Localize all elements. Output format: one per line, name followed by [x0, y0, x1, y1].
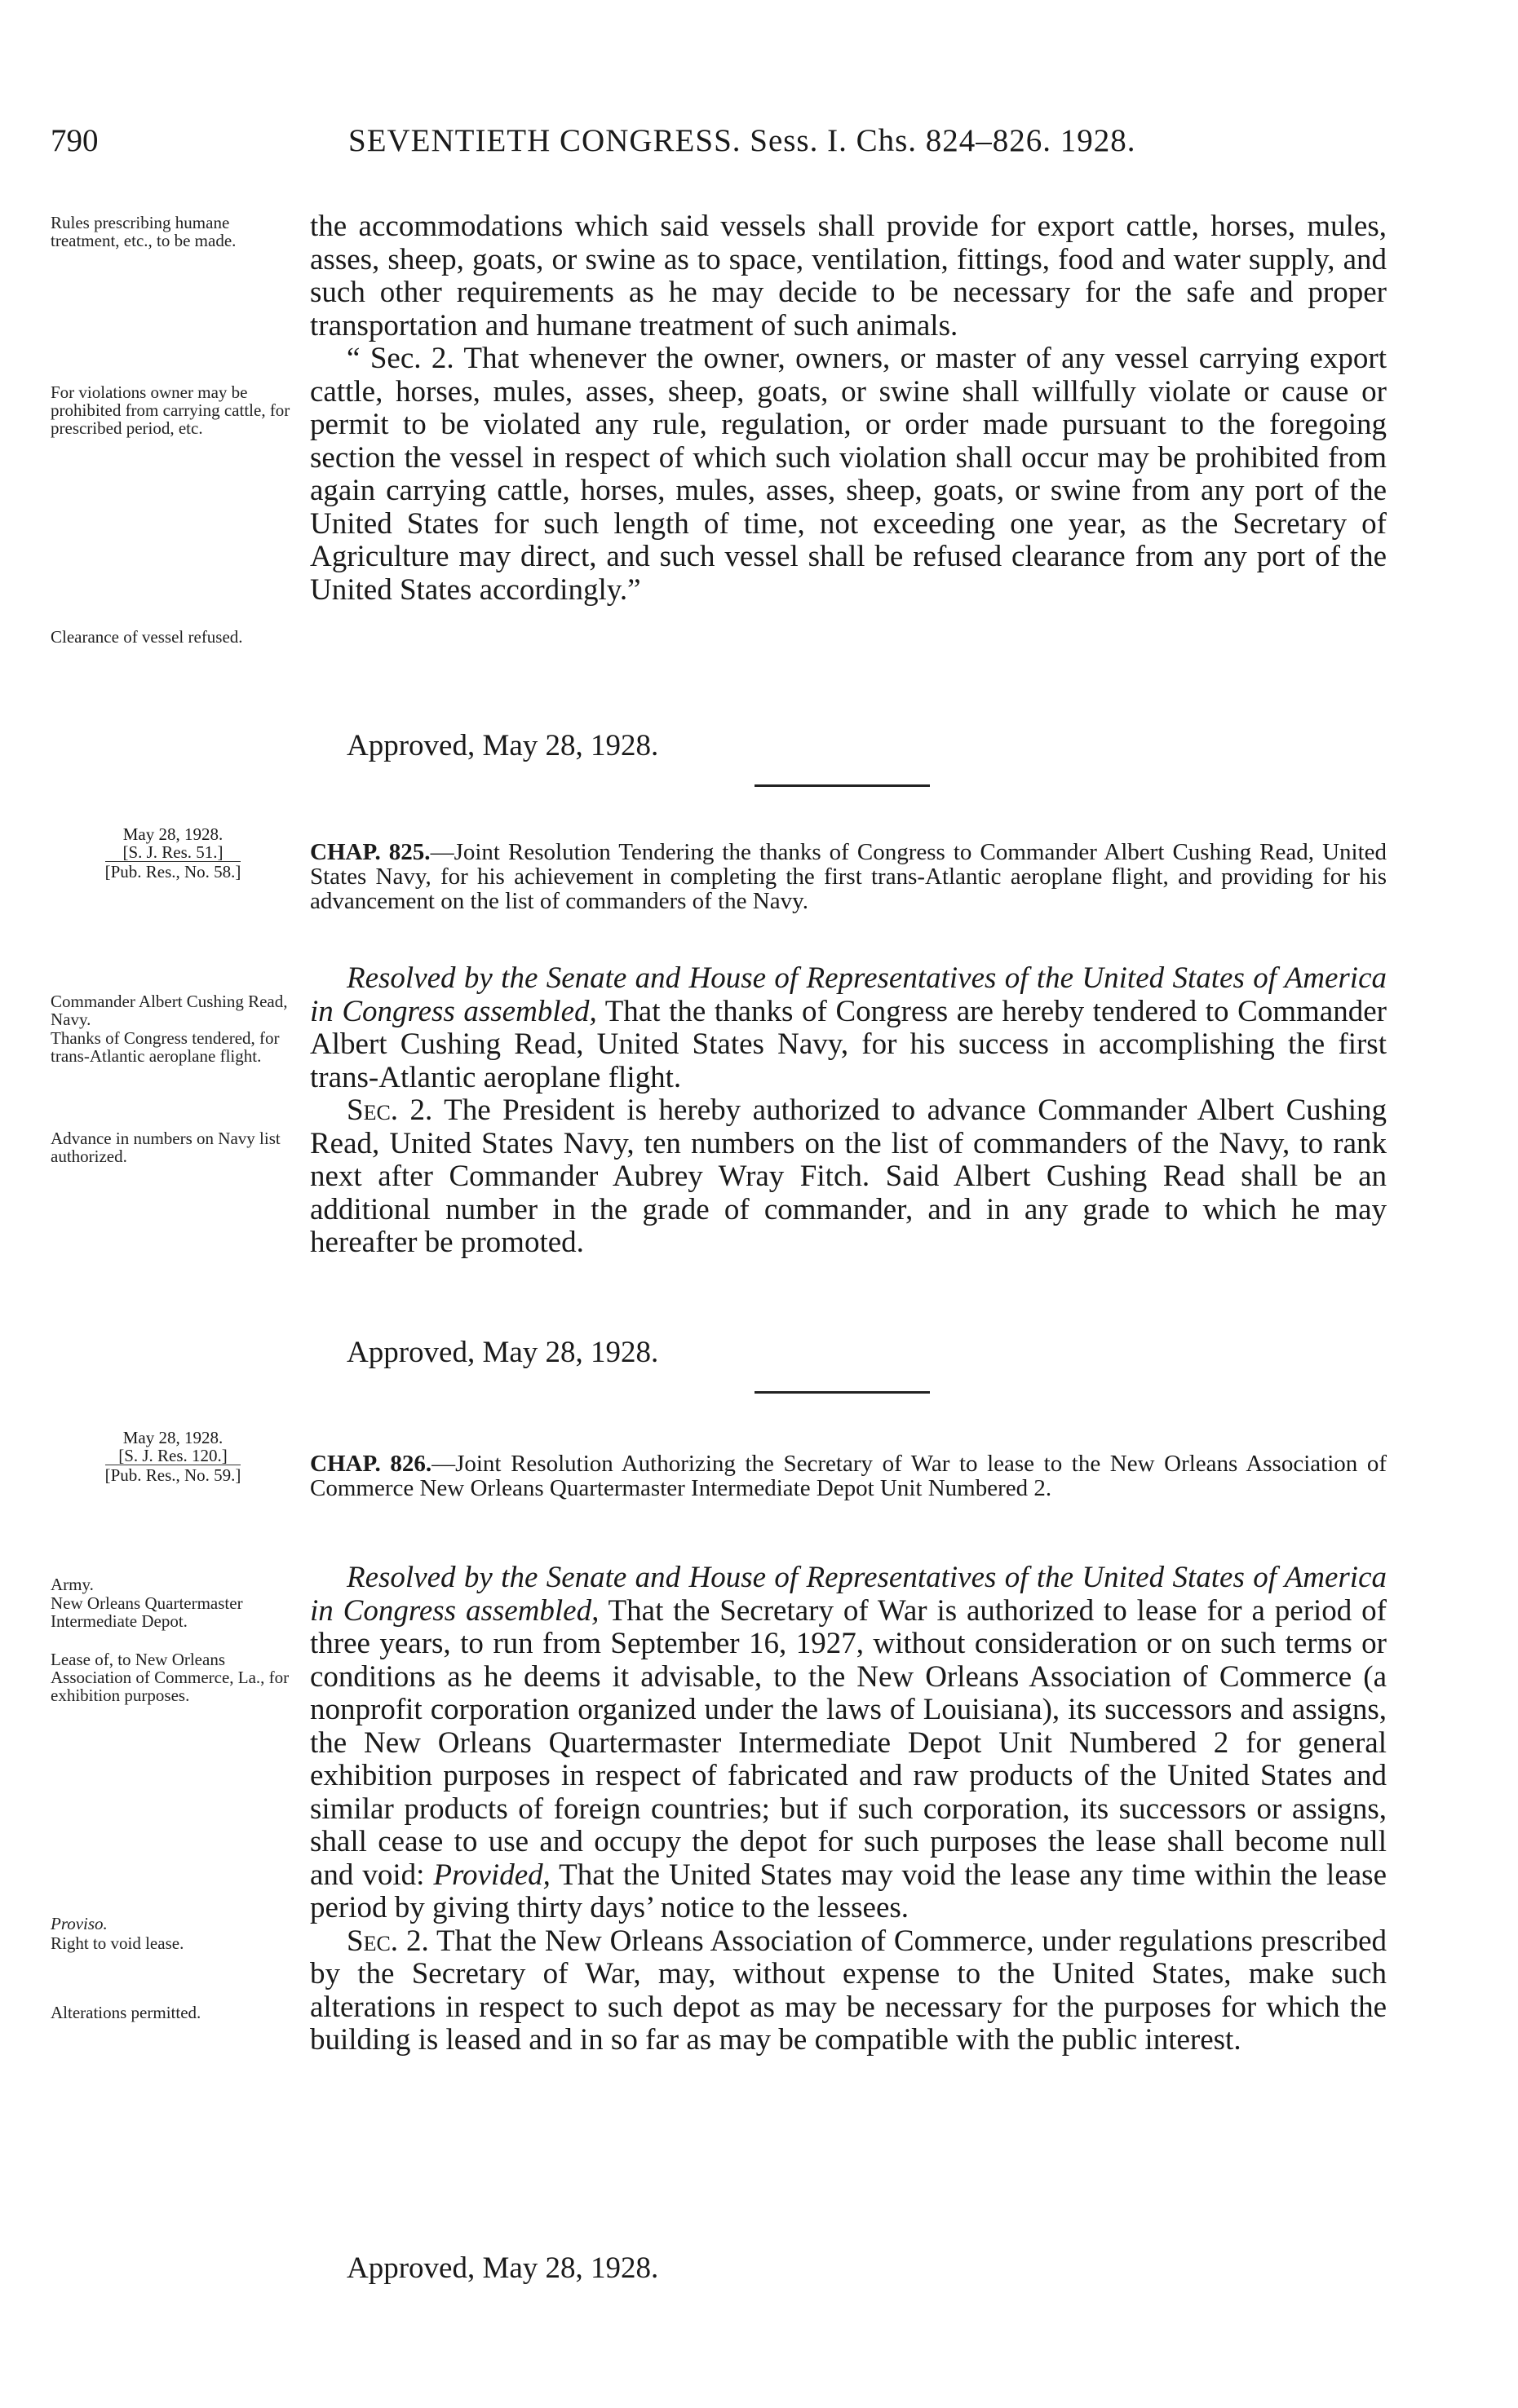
chap-label: CHAP. 826. — [310, 1451, 432, 1477]
chap-title: —Joint Resolution Tendering the thanks of Congress to Commander Albert Cushing Read, United States Navy, for his achievement in completing the first trans-Atlantic aeroplane flight, and providing for his advancement on the list of commanders of the Navy. — [310, 839, 1387, 914]
margin-note-void-lease: Right to void lease. — [51, 1933, 184, 1953]
section1-body — [310, 210, 1387, 607]
section2-paragraph — [310, 962, 1387, 1094]
section3-sec2 — [310, 1925, 1387, 2057]
provided-word: Provided, — [433, 1858, 551, 1892]
paragraph-text: That the Secretary of War is authorized to lease for a period of three years, to run from September 16, 1927, without consideration or on such terms or conditions as he deems it advisable, to the New Orleans Association of Commerce (a nonprofit corporation organized under the laws of Louisiana), its successors and assigns, the New Orleans Quartermaster Intermediate Depot Unit Numbered 2 for general exhibition purposes in respect of fabricated and raw products of the United States and similar products of foreign countries; but if such corporation, its successors or assigns, shall cease to use and occupy the depot for such purposes the lease shall become null and void: — [310, 1593, 1387, 1892]
section3-paragraph — [310, 1562, 1387, 1925]
page-header — [51, 122, 1388, 163]
approved-2: Approved, May 28, 1928. — [347, 1336, 659, 1369]
margin-note-rules: Rules prescribing humane treatment, etc., to be made. — [51, 213, 237, 250]
section1-paragraph: the accommodations which said vessels shall provide for export cattle, horses, mules, asses, sheep, goats, or swine as to space, ventilation, fittings, food and water supply, and such other requirements as he may decide to be necessary for the safe and proper transportation and humane treatment of such animals. — [310, 210, 1387, 342]
sec2-text: The President is hereby authorized to advance Commander Albert Cushing Read, United States Navy, ten numbers on the list of commanders of the Navy, to rank next after Commander Aubrey Wray Fitch. Said Albert Cushing Read shall be an additional number in the grade of commander, and in any grade to which he may hereafter be promoted. — [310, 1094, 1387, 1259]
section1-sec2 — [310, 342, 1387, 607]
enacting-clause: Resolved by the Senate and House of Representatives of the United States of America in Congress assembled, — [310, 1561, 1387, 1628]
paragraph-text: That the thanks of Congress are hereby tendered to Commander Albert Cushing Read, United States Navy, for his success in accomplishing the first trans-Atlantic aeroplane flight. — [310, 994, 1387, 1094]
margin-note-army: Army. — [51, 1575, 94, 1594]
enacting-clause: Resolved by the Senate and House of Representatives of the United States of America in Congress assembled, — [310, 961, 1387, 1028]
chap-title: —Joint Resolution Authorizing the Secretary of War to lease to the New Orleans Association of Commerce New Orleans Quartermaster Intermediate Depot Unit Numbered 2. — [310, 1451, 1387, 1501]
margin-note-violations: For violations owner may be prohibited from carrying cattle, for prescribed period, etc. — [51, 382, 290, 438]
approved-1: Approved, May 28, 1928. — [347, 729, 659, 762]
sec2-label: Sec. 2. — [347, 1094, 433, 1127]
chap-826-heading — [310, 1451, 1387, 1500]
margin-note-proviso: Proviso. — [51, 1914, 108, 1933]
margin-note-lease: Lease of, to New Orleans Association of Commerce, La., for exhibition purposes. — [51, 1650, 290, 1705]
margin-note-depot: New Orleans Quartermaster Intermediate Depot. — [51, 1593, 243, 1631]
date: May 28, 1928. — [122, 824, 223, 844]
divider-1 — [755, 784, 930, 787]
sec2-label: “ Sec. 2. — [347, 342, 454, 375]
section2-body — [310, 962, 1387, 1260]
approved-3: Approved, May 28, 1928. — [347, 2251, 659, 2285]
margin-note-thanks: Thanks of Congress tendered, for trans-Atlantic aeroplane flight. — [51, 1028, 280, 1066]
margin-note-advance: Advance in numbers on Navy list authorized. — [51, 1129, 281, 1166]
running-title: SEVENTIETH CONGRESS. Sess. I. Chs. 824–826. 1928. — [348, 123, 1136, 158]
divider-2 — [755, 1391, 930, 1394]
section3-body — [310, 1562, 1387, 2057]
public-resolution-number: [Pub. Res., No. 59.] — [104, 1465, 241, 1485]
sec2-text: That whenever the owner, owners, or master of any vessel carrying export cattle, horses, mules, asses, sheep, goats, or swine shall willfully violate or cause or permit to be violated any rule, regulation, or order made pursuant to the foregoing section the vessel in respect of which such violation shall occur may be prohibited from again carrying cattle, horses, mules, asses, sheep, goats, or swine from any port of the United States for such length of time, not exceeding one year, as the Secretary of Agriculture may direct, and such vessel shall be refused clearance from any port of the United States accordingly.” — [310, 342, 1387, 607]
margin-note-commander: Commander Albert Cushing Read, Navy. — [51, 992, 288, 1029]
margin-note-clearance: Clearance of vessel refused. — [51, 627, 243, 647]
page-number: 790 — [51, 123, 99, 158]
date: May 28, 1928. — [122, 1428, 223, 1447]
sec2-label: Sec. 2. — [347, 1924, 429, 1958]
chap-825-heading — [310, 840, 1387, 913]
date-block-826 — [51, 1429, 295, 1484]
resolution-number: [S. J. Res. 51.] — [122, 842, 223, 862]
section2-sec2 — [310, 1094, 1387, 1260]
resolution-number: [S. J. Res. 120.] — [118, 1446, 228, 1465]
paragraph-text-end: That the United States may void the lease any time within the lease period by giving thirty days’ notice to the lessees. — [310, 1858, 1387, 1924]
chap-label: CHAP. 825. — [310, 839, 431, 865]
date-block-825 — [51, 825, 295, 881]
public-resolution-number: [Pub. Res., No. 58.] — [104, 862, 241, 881]
margin-note-alterations: Alterations permitted. — [51, 2003, 201, 2022]
sec2-text: That the New Orleans Association of Commerce, under regulations prescribed by the Secretary of War, may, without expense to the United States, make such alterations in respect to such depot as may be necessary for the purposes for which the building is leased and in so far as may be compatible with the public interest. — [310, 1924, 1387, 2057]
